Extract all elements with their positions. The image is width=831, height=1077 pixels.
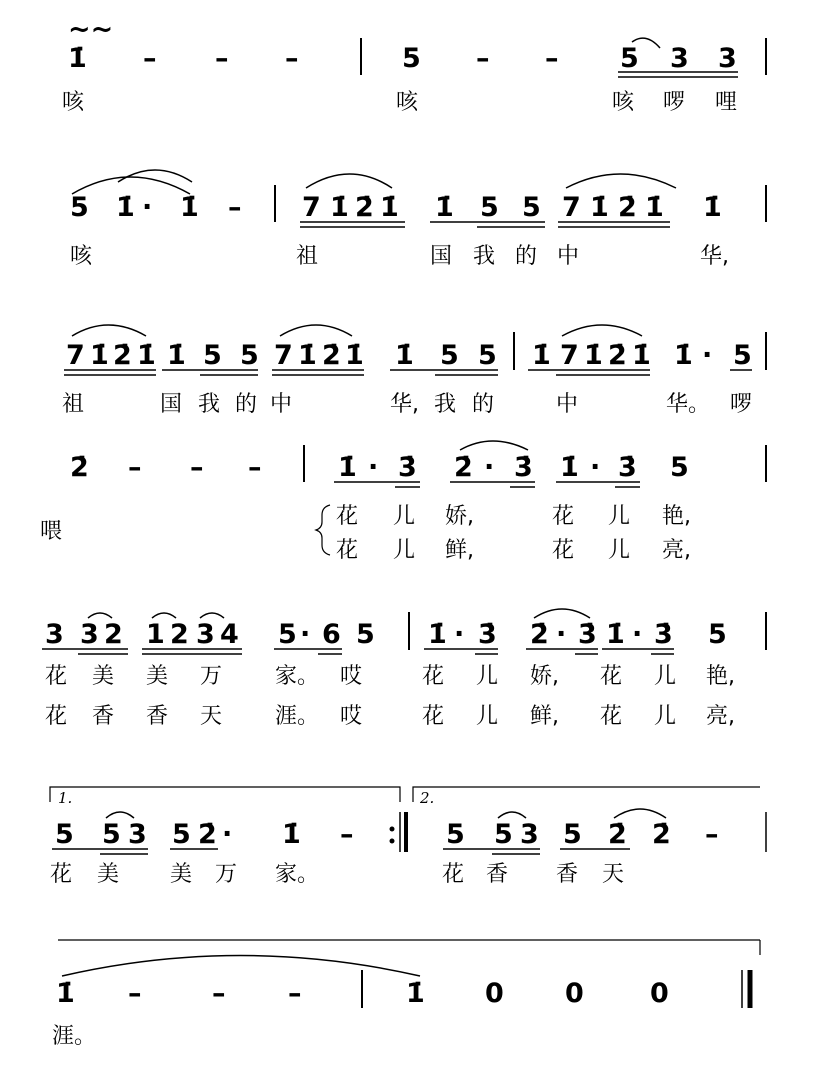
note: 5 (522, 192, 541, 223)
dot: · (702, 340, 713, 371)
note: 5 (708, 619, 727, 650)
note: 1̇ (116, 192, 135, 223)
slur (566, 174, 676, 188)
lyric: 亮, (706, 704, 735, 729)
lyric: 花 (336, 538, 359, 563)
lyric: 花 (552, 538, 575, 563)
lyric: 娇, (445, 504, 474, 529)
dash: – (476, 43, 490, 74)
note: 1̇ (395, 340, 414, 371)
note: 2̇ (454, 452, 473, 483)
dash: – (212, 978, 226, 1009)
lyric: 咳 (70, 244, 93, 269)
note: 5 (278, 619, 297, 650)
note: 5 (480, 192, 499, 223)
lyric: 的 (235, 392, 258, 417)
note: 5 (70, 192, 89, 223)
volta-bracket-2 (413, 787, 760, 802)
lyric: 的 (515, 244, 538, 269)
slur (460, 441, 528, 450)
note: 1̇ (298, 340, 317, 371)
lyric: 美 (146, 664, 169, 689)
lyric: 花 (45, 704, 68, 729)
lyric: 艳, (706, 664, 735, 689)
system-3 (62, 325, 766, 417)
lyric: 儿 (608, 504, 631, 529)
lyric: 花 (552, 504, 575, 529)
note: 5 (203, 340, 222, 371)
dot: · (300, 619, 311, 650)
dot: · (556, 619, 567, 650)
dash: – (248, 452, 262, 483)
slur (280, 325, 352, 336)
note: 4 (220, 619, 239, 650)
system-6 (50, 787, 766, 887)
note: 2̇ (652, 819, 671, 850)
lyric: 哩 (715, 90, 738, 115)
lyric: 哎 (340, 704, 363, 729)
lyric: 娇, (530, 664, 559, 689)
rest: 0 (565, 978, 584, 1009)
system-5 (42, 609, 766, 729)
lyric: 啰 (730, 392, 753, 417)
lyric: 华。 (666, 392, 711, 417)
lyric: 中 (556, 392, 579, 417)
dash: – (285, 43, 299, 74)
dot: · (142, 192, 153, 223)
dash: – (143, 43, 157, 74)
note: 3̇ (578, 619, 597, 650)
dot: · (632, 619, 643, 650)
note: 5 (478, 340, 497, 371)
slur (562, 325, 642, 336)
note: 3̇ (398, 452, 417, 483)
dash: – (128, 978, 142, 1009)
lyric: 儿 (476, 704, 499, 729)
lyric: 香 (486, 862, 509, 887)
dot: · (368, 452, 379, 483)
note: 2̇ (198, 819, 217, 850)
note: 1̇ (330, 192, 349, 223)
dash: – (215, 43, 229, 74)
note: 1̇ (606, 619, 625, 650)
note: 3̇ (514, 452, 533, 483)
note: 2 (104, 619, 123, 650)
note: 1̇ (380, 192, 399, 223)
note: 5 (356, 619, 375, 650)
lyric: 祖 (62, 392, 85, 417)
system-1 (62, 14, 766, 115)
note: 2 (170, 619, 189, 650)
note: 7 (274, 340, 293, 371)
note: 1̇ (435, 192, 454, 223)
note: 1̇ (632, 340, 651, 371)
lyric: 涯。 (275, 704, 320, 729)
slur (498, 812, 526, 818)
note: 5 (670, 452, 689, 483)
lyric: 天 (602, 862, 625, 887)
note: 1̇ (560, 452, 579, 483)
lyric: 咳 (62, 90, 85, 115)
lyric: 祖 (296, 244, 319, 269)
lyric: 儿 (654, 664, 677, 689)
note: 7 (560, 340, 579, 371)
note: 1̇ (532, 340, 551, 371)
lyric: 鲜, (530, 704, 559, 729)
note: 2̇ (113, 340, 132, 371)
note: 1̇ (645, 192, 664, 223)
lyric: 中 (270, 392, 293, 417)
note: 3 (670, 43, 689, 74)
rest: 0 (485, 978, 504, 1009)
lyric: 家。 (275, 862, 320, 887)
lyric: 中 (557, 244, 580, 269)
system-7 (52, 940, 760, 1049)
note: 1̇ (345, 340, 364, 371)
note: 2̇ (608, 340, 627, 371)
lyric: 的 (472, 392, 495, 417)
note: 5 (733, 340, 752, 371)
dot: · (590, 452, 601, 483)
lyric: 艳, (662, 504, 691, 529)
lyric: 家。 (275, 664, 320, 689)
lyric: 我 (473, 244, 496, 269)
note: 1̇ (68, 43, 87, 74)
note: 2̇ (70, 452, 89, 483)
note: 5 (240, 340, 259, 371)
slur (534, 609, 590, 618)
lyric: 香 (92, 704, 115, 729)
note: 3̇ (654, 619, 673, 650)
volta-label: 1. (58, 789, 73, 807)
lyric: 香 (556, 862, 579, 887)
note: 1̇ (56, 978, 75, 1009)
repeat-dot (390, 839, 395, 844)
lyric: 儿 (476, 664, 499, 689)
lyric: 涯。 (52, 1024, 97, 1049)
lyric: 咳 (396, 90, 419, 115)
note: 1 (146, 619, 165, 650)
lyric: 花 (45, 664, 68, 689)
note: 1̇ (590, 192, 609, 223)
slur (106, 812, 134, 818)
lyric: 花 (442, 862, 465, 887)
lyric: 花 (600, 704, 623, 729)
note: 5 (55, 819, 74, 850)
volta-bracket-1 (50, 787, 400, 802)
lyric: 花 (600, 664, 623, 689)
rest: 0 (650, 978, 669, 1009)
note: 2̇ (530, 619, 549, 650)
note: 2̇ (618, 192, 637, 223)
dash: – (288, 978, 302, 1009)
lyric: 万 (200, 664, 223, 689)
note: 3 (128, 819, 147, 850)
verse-brace (316, 505, 330, 555)
note: 3 (520, 819, 539, 850)
lyric: 鲜, (445, 538, 474, 563)
lyric: 儿 (608, 538, 631, 563)
system-4 (40, 441, 766, 563)
note: 3 (45, 619, 64, 650)
note: 5 (172, 819, 191, 850)
system-2 (70, 170, 766, 269)
lyric: 香 (146, 704, 169, 729)
note: 3 (718, 43, 737, 74)
slur (152, 613, 176, 618)
volta-label: 2. (420, 789, 435, 807)
note: 5 (402, 43, 421, 74)
dot: · (484, 452, 495, 483)
slur (200, 613, 224, 618)
note: 5 (620, 43, 639, 74)
slur (88, 613, 112, 618)
lyric: 花 (336, 504, 359, 529)
note: 5 (440, 340, 459, 371)
lyric: 国 (160, 392, 183, 417)
note: 1̇ (703, 192, 722, 223)
dash: – (545, 43, 559, 74)
lyric: 我 (434, 392, 457, 417)
lyric: 国 (430, 244, 453, 269)
dash: – (128, 452, 142, 483)
lyric: 花 (422, 664, 445, 689)
note: 1̇ (90, 340, 109, 371)
slur (306, 174, 392, 188)
note: 1̇ (180, 192, 199, 223)
note: 5 (563, 819, 582, 850)
note: 1̇ (282, 819, 301, 850)
note: 1̇ (338, 452, 357, 483)
lyric: 花 (422, 704, 445, 729)
dash: – (228, 192, 242, 223)
lyric: 华, (390, 392, 419, 417)
note: 7 (302, 192, 321, 223)
dash: – (190, 452, 204, 483)
lyric: 美 (92, 664, 115, 689)
slur (614, 809, 666, 818)
slur (72, 325, 146, 336)
lyric: 万 (215, 862, 238, 887)
dash: – (340, 819, 354, 850)
lyric: 美 (97, 862, 120, 887)
dot: · (454, 619, 465, 650)
dot: · (222, 819, 233, 850)
note: 3 (196, 619, 215, 650)
note: 7 (562, 192, 581, 223)
note: 3̇ (618, 452, 637, 483)
lyric: 亮, (662, 538, 691, 563)
note: 1̇ (584, 340, 603, 371)
note: 5 (446, 819, 465, 850)
lyric: 喂 (40, 519, 63, 544)
lyric: 儿 (393, 538, 416, 563)
lyric: 花 (50, 862, 73, 887)
note: 2̇ (608, 819, 627, 850)
dash: – (705, 819, 719, 850)
note: 6 (322, 619, 341, 650)
note: 5 (494, 819, 513, 850)
lyric: 哎 (340, 664, 363, 689)
note: 1̇ (137, 340, 156, 371)
lyric: 啰 (663, 90, 686, 115)
lyric: 儿 (393, 504, 416, 529)
note: 5 (102, 819, 121, 850)
note: 7 (66, 340, 85, 371)
tie (62, 956, 420, 977)
lyric: 咳 (612, 90, 635, 115)
note: 3 (80, 619, 99, 650)
note: 1̇ (428, 619, 447, 650)
trill-mark: ~~ (68, 14, 114, 45)
lyric: 儿 (654, 704, 677, 729)
note: 3̇ (478, 619, 497, 650)
note: 2̇ (322, 340, 341, 371)
note: 1̇ (167, 340, 186, 371)
lyric: 我 (198, 392, 221, 417)
lyric: 美 (170, 862, 193, 887)
lyric: 华, (700, 244, 729, 269)
lyric: 天 (200, 704, 223, 729)
note: 1̇ (406, 978, 425, 1009)
note: 2̇ (355, 192, 374, 223)
repeat-dot (390, 827, 395, 832)
note: 1̇ (674, 340, 693, 371)
